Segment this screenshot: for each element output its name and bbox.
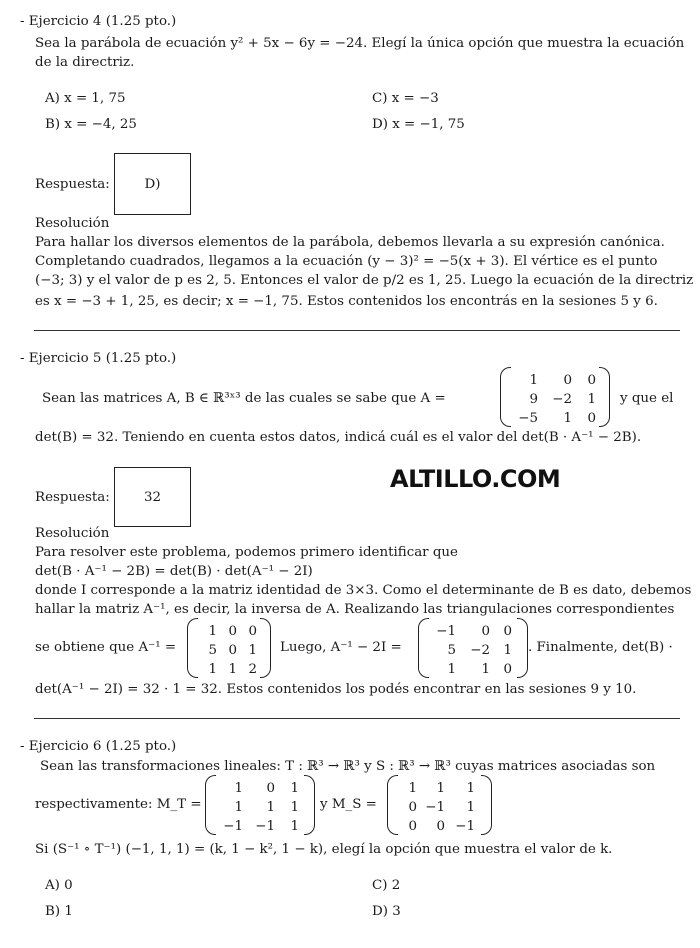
matrix-cell: 0 xyxy=(408,800,417,815)
matrix-cell: −1 xyxy=(223,819,243,834)
ex5-resolution-line1: Para resolver este problema, podemos primero identificar que xyxy=(35,545,458,560)
matrix-cell: 0 xyxy=(436,819,445,834)
ex5-answer-box xyxy=(114,467,191,527)
matrix-cell: −1 xyxy=(436,624,456,639)
matrix-cell: 1 xyxy=(481,662,490,677)
ex6-matrix-s xyxy=(387,775,492,835)
ex4-answer: D) xyxy=(144,176,161,192)
ex4-title: - Ejercicio 4 (1.25 pto.) xyxy=(20,14,177,29)
ex5-matrix-result xyxy=(418,618,528,678)
matrix-cell: 1 xyxy=(248,643,257,658)
ex4-statement-line2: de la directriz. xyxy=(35,55,135,70)
matrix-cell: 0 xyxy=(587,373,596,388)
ex4-response-label: Respuesta: xyxy=(35,177,110,192)
matrix-cell: −2 xyxy=(470,643,490,658)
matrix-cell: 1 xyxy=(208,662,217,677)
ex4-resolution-line1: Para hallar los diversos elementos de la parábola, debemos llevarla a su expresión canónica. xyxy=(35,235,665,250)
ex4-answer-box xyxy=(114,153,191,215)
matrix-cell: 1 xyxy=(228,662,237,677)
ex4-option-b: B) x = −4, 25 xyxy=(45,117,137,132)
matrix-cell: 9 xyxy=(529,392,538,407)
ex6-option-d: D) 3 xyxy=(372,904,401,919)
ex5-resolution-line2: det(B · A⁻¹ − 2B) = det(B) · det(A⁻¹ − 2I) xyxy=(35,564,313,579)
ex6-option-b: B) 1 xyxy=(45,904,73,919)
ex6-option-a: A) 0 xyxy=(45,878,73,893)
matrix-cell: 5 xyxy=(447,643,456,658)
matrix-cell: 1 xyxy=(290,781,299,796)
matrix-cell: 2 xyxy=(248,662,257,677)
matrix-cell: 1 xyxy=(208,624,217,639)
ex5-resolution-line3: donde I corresponde a la matriz identidad de 3×3. Como el determinante de B es dato, debemos xyxy=(35,583,692,598)
ex5-resolution-line5c: . Finalmente, det(B) · xyxy=(528,640,673,655)
matrix-cell: −5 xyxy=(518,411,538,426)
ex6-matrix-t xyxy=(205,775,315,835)
matrix-cell: 0 xyxy=(228,643,237,658)
matrix-cell: 0 xyxy=(503,662,512,677)
matrix-cell: 5 xyxy=(208,643,217,658)
matrix-cell: 0 xyxy=(563,373,572,388)
ex6-statement-line2b: y M_S = xyxy=(320,797,377,812)
matrix-cell: 1 xyxy=(408,781,417,796)
ex4-statement-line1: Sea la parábola de ecuación y² + 5x − 6y = −24. Elegí la única opción que muestra la ecuación xyxy=(35,36,685,51)
matrix-cell: 0 xyxy=(481,624,490,639)
ex5-resolution-line6: det(A⁻¹ − 2I) = 32 · 1 = 32. Estos contenidos los podés encontrar en las sesiones 9 y 10. xyxy=(35,682,637,697)
matrix-cell: −1 xyxy=(425,800,445,815)
matrix-cell: 1 xyxy=(266,800,275,815)
matrix-cell: 0 xyxy=(408,819,417,834)
matrix-cell: 1 xyxy=(234,781,243,796)
matrix-cell: 1 xyxy=(436,781,445,796)
matrix-cell: 0 xyxy=(503,624,512,639)
ex5-resolution-title: Resolución xyxy=(35,526,110,541)
matrix-cell: 1 xyxy=(503,643,512,658)
ex5-statement-line2: det(B) = 32. Teniendo en cuenta estos datos, indicá cuál es el valor del det(B · A⁻¹ − 2B). xyxy=(35,430,642,445)
ex4-option-c: C) x = −3 xyxy=(372,91,439,106)
matrix-cell: 0 xyxy=(228,624,237,639)
ex5-statement-line1b: y que el xyxy=(620,391,674,406)
ex5-resolution-line4: hallar la matriz A⁻¹, es decir, la inversa de A. Realizando las triangulaciones correspondientes xyxy=(35,602,675,617)
matrix-cell: 1 xyxy=(466,800,475,815)
ex5-statement-line1a: Sean las matrices A, B ∈ ℝ³ˣ³ de las cuales se sabe que A = xyxy=(42,391,446,406)
matrix-cell: −1 xyxy=(255,819,275,834)
ex6-statement-line3: Si (S⁻¹ ∘ T⁻¹) (−1, 1, 1) = (k, 1 − k², 1 − k), elegí la opción que muestra el valor de k. xyxy=(35,842,613,857)
matrix-cell: 0 xyxy=(266,781,275,796)
ex4-resolution-title: Resolución xyxy=(35,216,110,231)
ex6-option-c: C) 2 xyxy=(372,878,401,893)
ex5-matrix-a xyxy=(500,367,610,427)
matrix-cell: 1 xyxy=(290,800,299,815)
divider-1 xyxy=(34,330,680,331)
watermark: ALTILLO.COM xyxy=(390,465,561,493)
ex6-title: - Ejercicio 6 (1.25 pto.) xyxy=(20,739,177,754)
matrix-cell: 1 xyxy=(529,373,538,388)
ex5-answer: 32 xyxy=(143,489,162,505)
matrix-cell: 0 xyxy=(587,411,596,426)
matrix-cell: 1 xyxy=(447,662,456,677)
matrix-cell: 1 xyxy=(587,392,596,407)
ex4-resolution-line2: Completando cuadrados, llegamos a la ecuación (y − 3)² = −5(x + 3). El vértice es el punto xyxy=(35,254,658,269)
matrix-cell: 1 xyxy=(290,819,299,834)
divider-2 xyxy=(34,718,680,719)
matrix-cell: 1 xyxy=(466,781,475,796)
matrix-cell: 1 xyxy=(234,800,243,815)
ex5-matrix-a-inverse xyxy=(187,618,271,678)
ex5-title: - Ejercicio 5 (1.25 pto.) xyxy=(20,351,177,366)
ex6-statement-line2a: respectivamente: M_T = xyxy=(35,797,202,812)
ex5-response-label: Respuesta: xyxy=(35,490,110,505)
ex5-resolution-line5a: se obtiene que A⁻¹ = xyxy=(35,640,177,655)
matrix-cell: −1 xyxy=(455,819,475,834)
ex4-resolution-line4: es x = −3 + 1, 25, es decir; x = −1, 75. Estos contenidos los encontrás en la sesiones 5 y 6. xyxy=(35,294,658,309)
ex5-resolution-line5b: Luego, A⁻¹ − 2I = xyxy=(280,640,402,655)
matrix-cell: 1 xyxy=(563,411,572,426)
ex4-resolution-line3: (−3; 3) y el valor de p es 2, 5. Entonces el valor de p/2 es 1, 25. Luego la ecuación de la directriz xyxy=(35,273,694,288)
ex6-statement-line1: Sean las transformaciones lineales: T : ℝ³ → ℝ³ y S : ℝ³ → ℝ³ cuyas matrices asociadas son xyxy=(40,759,656,774)
matrix-cell: 0 xyxy=(248,624,257,639)
ex4-option-d: D) x = −1, 75 xyxy=(372,117,465,132)
ex4-option-a: A) x = 1, 75 xyxy=(45,91,126,106)
matrix-cell: −2 xyxy=(552,392,572,407)
